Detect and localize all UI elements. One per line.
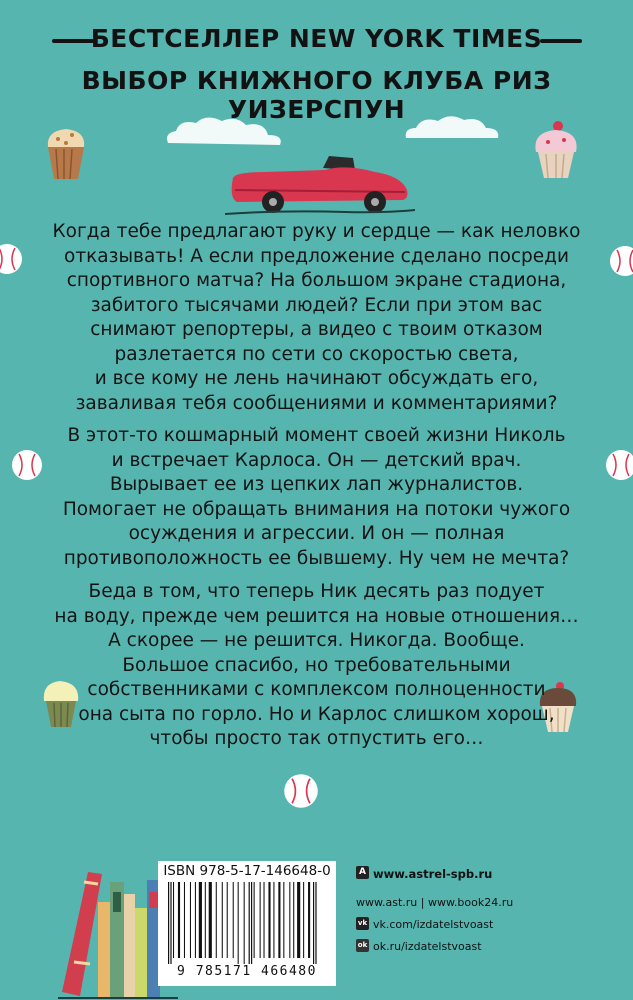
blurb-line: Большое спасибо, но требовательными xyxy=(122,654,511,676)
blurb-line: спортивного матча? На большом экране стадиона, xyxy=(66,270,567,291)
blurb-line: на воду, прежде чем решится на новые отношения… xyxy=(54,605,579,627)
baseball-icon xyxy=(608,244,633,278)
ok-link[interactable]: ok.ru/izdatelstvoast xyxy=(373,940,482,953)
barcode-bar xyxy=(168,882,169,964)
publisher-site-link[interactable]: www.astrel-spb.ru xyxy=(373,867,493,881)
header-book-club: ВЫБОР КНИЖНОГО КЛУБА РИЗ УИЗЕРСПУН xyxy=(81,66,552,124)
car-illustration xyxy=(225,150,415,220)
publisher-links[interactable]: www.ast.ru | www.book24.ru xyxy=(356,896,514,909)
barcode-bar xyxy=(170,882,171,964)
blurb-line: А скорее — не решится. Никогда. Вообще. xyxy=(108,630,525,651)
barcode-bar xyxy=(273,882,274,958)
blurb-paragraph-1 xyxy=(44,220,589,416)
barcode-digits: 9 785171 466480 xyxy=(177,964,317,979)
barcode-bar xyxy=(249,882,250,964)
baseball-icon xyxy=(0,242,24,276)
barcode-bar xyxy=(297,882,300,958)
ok-icon: ok xyxy=(356,939,369,952)
blurb-line: Когда тебе предлагают руку и сердце — как неловко xyxy=(52,221,581,242)
barcode-bar xyxy=(222,882,223,958)
blurb-paragraph-2 xyxy=(44,424,589,571)
blurb-line: Помогает не обращать внимания на потоки чужого xyxy=(62,498,571,520)
barcode-bar xyxy=(227,882,228,958)
barcode-bar xyxy=(209,882,212,958)
blurb-line: Беда в том, что теперь Ник десять раз подует xyxy=(88,581,545,602)
baseball-icon xyxy=(604,448,633,482)
publisher-logo-icon: A xyxy=(356,866,369,879)
blurb-line: В этот-то кошмарный момент своей жизни Николь xyxy=(67,425,566,446)
barcode-bar xyxy=(244,882,245,964)
cupcake-icon xyxy=(42,125,90,183)
blurb-line: отказывать! А если предложение сделано посреди xyxy=(64,245,569,267)
barcode-block xyxy=(158,861,336,986)
header-bestseller: БЕСТСЕЛЛЕР NEW YORK TIMES xyxy=(90,24,543,53)
blurb-line: противоположность ее бывшему. Ну чем не мечта? xyxy=(63,547,570,569)
barcode-bar xyxy=(283,882,284,958)
cloud-icon xyxy=(160,113,290,153)
barcode-bar xyxy=(315,882,316,964)
barcode-bar xyxy=(251,882,252,964)
cupcake-icon xyxy=(530,118,582,182)
barcode-bar xyxy=(195,882,196,958)
barcode-bar xyxy=(268,882,270,958)
blurb-line: забитого тысячами людей? Если при этом вас xyxy=(90,294,543,316)
barcode-bar xyxy=(313,882,314,964)
cloud-icon xyxy=(400,112,505,144)
blurb-line: и все кому не лень начинают обсуждать его, xyxy=(94,368,539,389)
blurb-paragraph-3 xyxy=(44,580,589,752)
baseball-icon xyxy=(10,448,44,482)
barcode-bar xyxy=(205,882,206,958)
blurb-line: чтобы просто так отпустить его… xyxy=(149,728,484,749)
barcode-bar xyxy=(233,882,234,958)
barcode-bar xyxy=(264,882,265,958)
barcode-bar xyxy=(260,882,261,958)
blurb-line: осуждения и агрессии. И он — полная xyxy=(128,523,505,544)
blurb-line: Вырывает ее из цепких лап журналистов. xyxy=(109,474,524,495)
barcode-bar xyxy=(303,882,304,958)
barcode-bar xyxy=(238,882,239,964)
blurb-line: она сыта по горло. Но и Карлос слишком хорош, xyxy=(78,703,555,725)
vk-icon: vk xyxy=(356,917,369,930)
barcode-bar xyxy=(254,882,255,958)
blurb-line: заваливая тебя сообщениями и комментариями? xyxy=(75,392,558,414)
baseball-icon xyxy=(282,772,320,810)
blurb-line: и встречает Карлоса. Он — детский врач. xyxy=(111,449,522,471)
barcode-bar xyxy=(199,882,202,958)
barcode-bar xyxy=(173,882,174,958)
barcode-bar xyxy=(278,882,280,958)
barcode-bar xyxy=(308,882,310,958)
blurb-line: собственниками с комплексом полноценности xyxy=(87,679,546,700)
barcode-image xyxy=(162,882,332,964)
barcode-bar xyxy=(216,882,217,958)
barcode-bar xyxy=(293,882,294,958)
barcode-bar xyxy=(184,882,185,958)
blurb-line: разлетается по сети со скоростью света, xyxy=(114,343,519,365)
barcode-bar xyxy=(289,882,290,958)
isbn-label: ISBN 978-5-17-146648-0 xyxy=(163,863,331,879)
barcode-bar xyxy=(190,882,191,958)
barcode-bar xyxy=(178,882,180,958)
blurb-line: снимают репортеры, а видео с твоим отказом xyxy=(90,319,543,340)
vk-link[interactable]: vk.com/izdatelstvoast xyxy=(373,918,494,931)
